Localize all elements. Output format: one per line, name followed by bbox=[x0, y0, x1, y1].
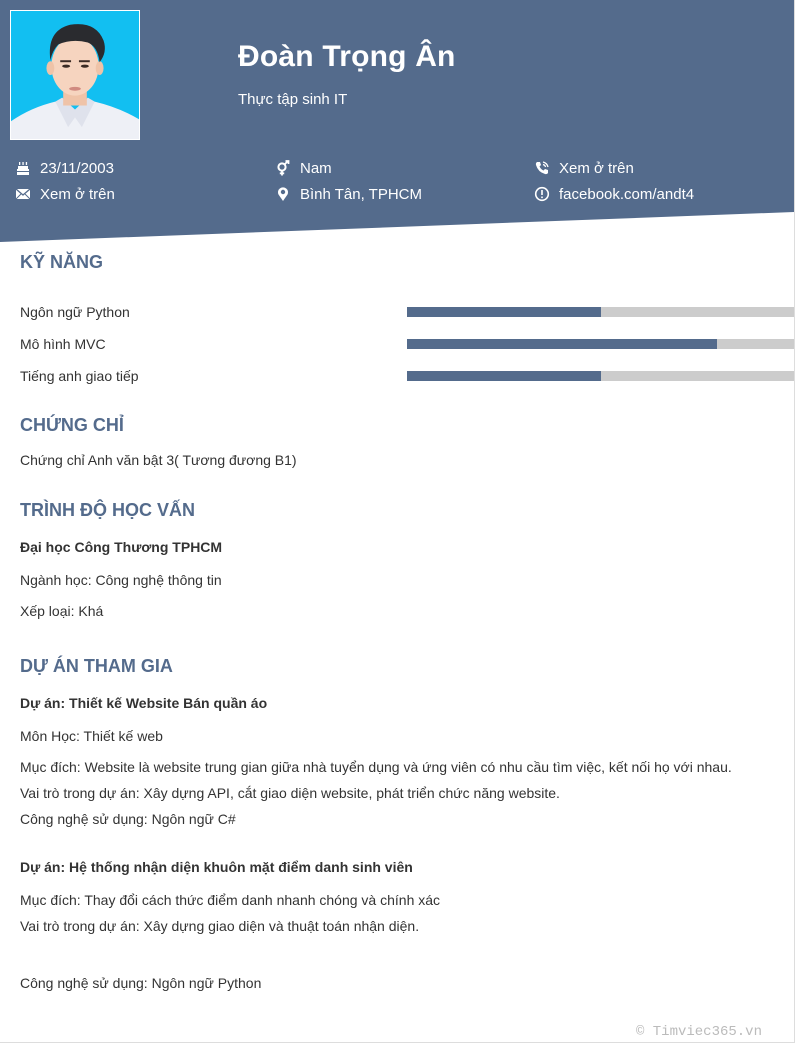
info-phone bbox=[534, 158, 634, 178]
education-rank: Xếp loại: Khá bbox=[20, 603, 104, 619]
info-facebook bbox=[534, 184, 694, 204]
certificates-title: CHỨNG CHỈ bbox=[20, 415, 124, 435]
education-major: Ngành học: Công nghệ thông tin bbox=[20, 572, 222, 588]
skill-bar-fill bbox=[407, 371, 601, 381]
info-phone-value: Xem ở trên bbox=[559, 159, 634, 177]
envelope-icon bbox=[15, 186, 31, 202]
projects-title: DỰ ÁN THAM GIA bbox=[20, 656, 173, 676]
birthday-cake-icon bbox=[15, 160, 31, 176]
project-purpose: Mục đích: Website là website trung gian giữa nhà tuyển dụng và ứng viên có nhu cầu tìm việc, kết nối họ với nhau. bbox=[20, 759, 732, 775]
info-gender-value: Nam bbox=[300, 159, 332, 177]
project-role: Vai trò trong dự án: Xây dựng giao diện và thuật toán nhận diện. bbox=[20, 918, 420, 934]
skill-label: Tiếng anh giao tiếp bbox=[20, 368, 139, 384]
project-name: Dự án: Hệ thống nhận diện khuôn mặt điểm danh sinh viên bbox=[20, 859, 413, 875]
project-name: Dự án: Thiết kế Website Bán quần áo bbox=[20, 695, 268, 711]
info-birthday-value: 23/11/2003 bbox=[40, 159, 114, 177]
info-gender bbox=[275, 158, 332, 178]
project-tech: Công nghệ sử dụng: Ngôn ngữ Python bbox=[20, 975, 262, 991]
skill-label: Mô hình MVC bbox=[20, 336, 106, 352]
profile-photo bbox=[11, 11, 139, 139]
info-birthday bbox=[15, 158, 114, 178]
info-email bbox=[15, 184, 115, 204]
certificate-item: Chứng chỉ Anh văn bật 3( Tương đương B1) bbox=[20, 452, 297, 468]
project-purpose: Mục đích: Thay đổi cách thức điểm danh nhanh chóng và chính xác bbox=[20, 892, 441, 908]
info-email-value: Xem ở trên bbox=[40, 185, 115, 203]
gender-icon bbox=[275, 160, 291, 176]
skill-label: Ngôn ngữ Python bbox=[20, 304, 130, 320]
skill-bar bbox=[407, 307, 794, 317]
phone-icon bbox=[534, 160, 550, 176]
skill-bar bbox=[407, 371, 794, 381]
skills-title: KỸ NĂNG bbox=[20, 252, 104, 272]
watermark: © Timviec365.vn bbox=[635, 1024, 762, 1040]
skill-bar-fill bbox=[407, 307, 601, 317]
skill-bar-fill bbox=[407, 339, 717, 349]
avatar bbox=[10, 10, 140, 140]
skill-bar bbox=[407, 339, 794, 349]
info-address bbox=[275, 184, 422, 204]
map-marker-icon bbox=[275, 186, 291, 202]
education-title: TRÌNH ĐỘ HỌC VẤN bbox=[20, 500, 195, 520]
candidate-name: Đoàn Trọng Ân bbox=[238, 40, 456, 73]
info-facebook-value: facebook.com/andt4 bbox=[559, 185, 695, 203]
project-role: Vai trò trong dự án: Xây dựng API, cắt giao diện website, phát triển chức năng website. bbox=[20, 785, 560, 801]
info-circle-icon bbox=[534, 186, 550, 202]
project-subject: Môn Học: Thiết kế web bbox=[20, 728, 163, 744]
info-address-value: Bình Tân, TPHCM bbox=[300, 185, 422, 203]
education-school: Đại học Công Thương TPHCM bbox=[20, 539, 223, 555]
job-title: Thực tập sinh IT bbox=[238, 91, 348, 108]
project-tech: Công nghệ sử dụng: Ngôn ngữ C# bbox=[20, 811, 236, 827]
